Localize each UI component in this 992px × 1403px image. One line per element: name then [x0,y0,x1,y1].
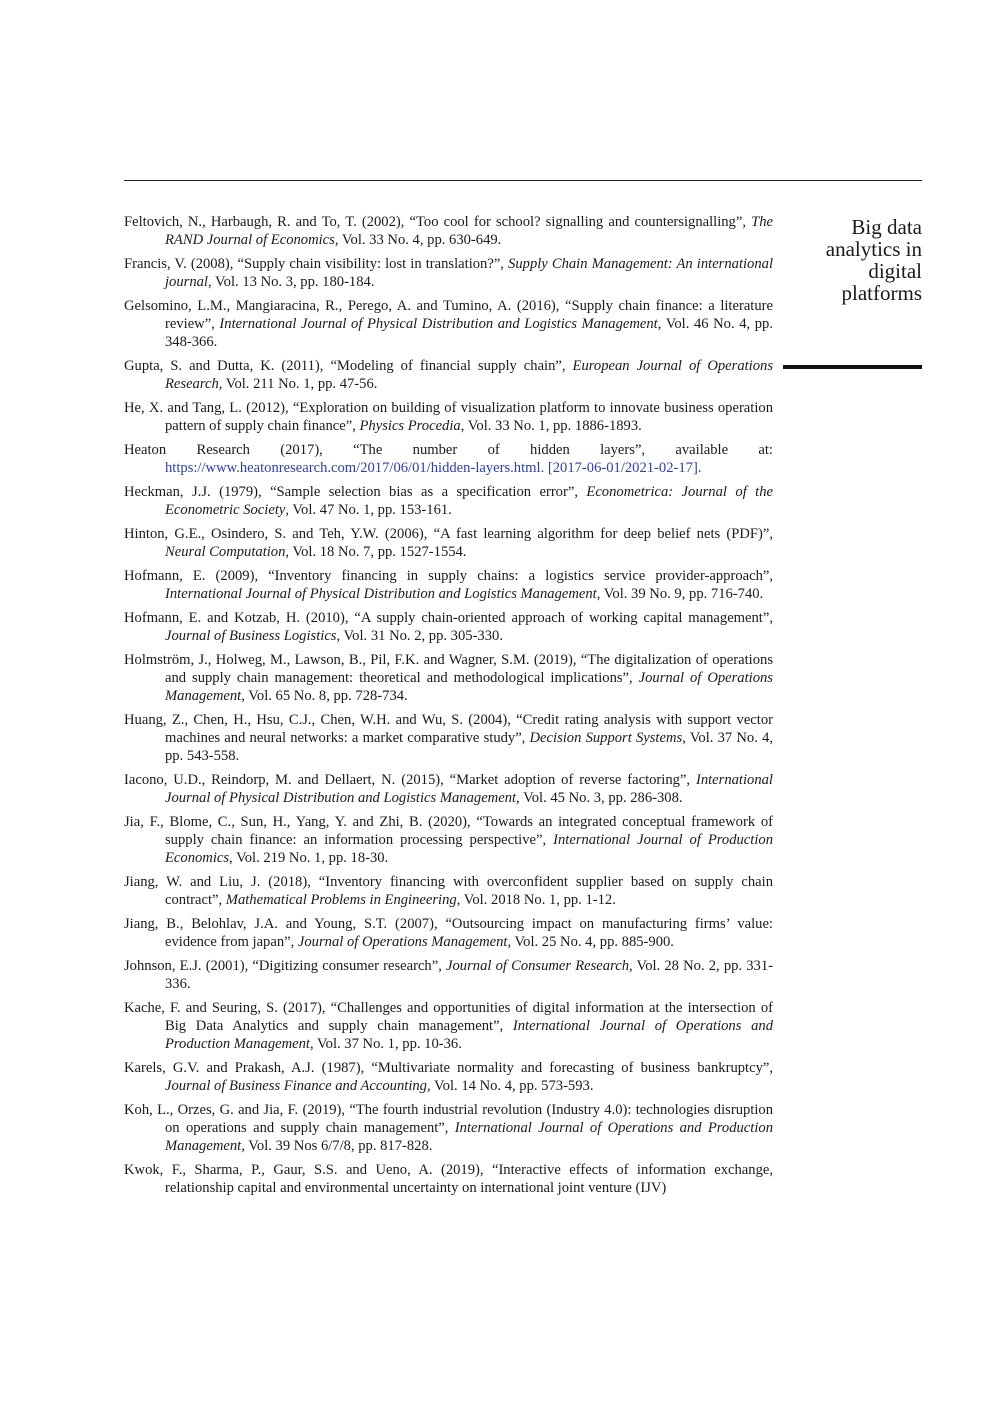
reference-text: , Vol. 2018 No. 1, pp. 1-12. [456,892,616,908]
reference-text: , Vol. 13 No. 3, pp. 180-184. [207,274,375,290]
reference-text: , Vol. 18 No. 7, pp. 1527-1554. [285,544,467,560]
reference-text: Huang, Z., Chen, H., Hsu, C.J., Chen, W.H. and Wu, S. (2004), “Credit rating analysis with support vector machines and neural networks: a market comparative study”, [124,712,773,746]
reference-source-title: Supply Chain Management: An international journal [165,256,774,290]
reference-entry [124,873,773,909]
reference-entry [124,609,773,645]
reference-entry [124,813,773,867]
reference-source-title: Journal of Business Finance and Accounting [165,1078,427,1094]
reference-source-title: The RAND Journal of Economics [165,214,773,248]
reference-entry [124,999,773,1053]
reference-entry [124,357,773,393]
reference-text: Francis, V. (2008), “Supply chain visibility: lost in translation?”, [124,256,509,272]
top-rule [124,180,922,181]
reference-source-title: Journal of Operations Management [165,670,773,704]
reference-text: Jiang, W. and Liu, J. (2018), “Inventory financing with overconfident supplier based on supply chain contract”, [124,874,773,908]
reference-text: Koh, L., Orzes, G. and Jia, F. (2019), “The fourth industrial revolution (Industry 4.0): technologies disruption on operations and supply chain management”, [124,1102,773,1136]
reference-text: He, X. and Tang, L. (2012), “Exploration on building of visualization platform to innovate business operation pattern of supply chain finance”, [124,400,773,434]
reference-source-title: Journal of Business Logistics [165,628,337,644]
reference-entry [124,1101,773,1155]
reference-source-title: International Journal of Physical Distribution and Logistics Management [165,772,773,806]
reference-text: , Vol. 28 No. 2, pp. 331-336. [165,958,773,992]
reference-text: , Vol. 37 No. 4, pp. 543-558. [165,730,773,764]
reference-text: Hofmann, E. (2009), “Inventory financing in supply chains: a logistics service provider-approach”, [124,568,773,584]
reference-text: Heckman, J.J. (1979), “Sample selection bias as a specification error”, [124,484,587,500]
reference-text: , Vol. 46 No. 4, pp. 348-366. [165,316,773,350]
reference-text: , Vol. 33 No. 1, pp. 1886-1893. [460,418,642,434]
reference-source-title: Journal of Consumer Research [446,958,629,974]
reference-entry [124,525,773,561]
reference-text: , Vol. 211 No. 1, pp. 47-56. [218,376,378,392]
reference-entry [124,711,773,765]
running-head-line: Big data [851,215,922,239]
reference-text: , Vol. 65 No. 8, pp. 728-734. [241,688,408,704]
reference-text: Johnson, E.J. (2001), “Digitizing consumer research”, [124,958,447,974]
reference-text: Hofmann, E. and Kotzab, H. (2010), “A supply chain-oriented approach of working capital management”, [124,610,773,626]
reference-source-title: European Journal of Operations Research [165,358,773,392]
reference-entry [124,483,773,519]
reference-text: Gelsomino, L.M., Mangiaracina, R., Perego, A. and Tumino, A. (2016), “Supply chain finance: a literature review”, [124,298,773,332]
reference-text: Kache, F. and Seuring, S. (2017), “Challenges and opportunities of digital information at the intersection of Big Data Analytics and supply chain management”, [124,1000,773,1034]
reference-source-title: International Journal of Operations and Production Management [165,1018,773,1052]
reference-text: Feltovich, N., Harbaugh, R. and To, T. (2002), “Too cool for school? signalling and countersignalling”, [124,214,752,230]
reference-entry [124,1059,773,1095]
reference-entry [124,441,773,477]
side-rule [783,365,922,369]
reference-entry [124,567,773,603]
reference-entry [124,297,773,351]
reference-entry [124,771,773,807]
reference-text: , Vol. 47 No. 1, pp. 153-161. [285,502,452,518]
reference-text: Kwok, F., Sharma, P., Gaur, S.S. and Ueno, A. (2019), “Interactive effects of information exchange, relationship capital and environmental uncertainty on international joint venture (IJV) [124,1162,773,1196]
running-head-line: analytics in [825,237,922,261]
reference-source-title: Neural Computation [165,544,286,560]
reference-source-title: Physics Procedia [359,418,461,434]
reference-entry [124,957,773,993]
reference-entry [124,255,773,291]
reference-text: , Vol. 45 No. 3, pp. 286-308. [516,790,683,806]
reference-source-title: Mathematical Problems in Engineering [225,892,457,908]
reference-text: , Vol. 39 No. 9, pp. 716-740. [596,586,764,602]
reference-source-title: International Journal of Production Economics [165,832,773,866]
reference-link[interactable]: https://www.heatonresearch.com/2017/06/01/hidden-layers.html. [2017-06-01/2021-02-17]. [165,460,702,476]
running-head-line: platforms [841,281,922,305]
reference-entry [124,915,773,951]
reference-text: Karels, G.V. and Prakash, A.J. (1987), “Multivariate normality and forecasting of business bankruptcy”, [124,1060,773,1076]
running-head-line: digital [868,259,922,283]
reference-text: , Vol. 25 No. 4, pp. 885-900. [507,934,674,950]
reference-source-title: Journal of Operations Management [297,934,508,950]
reference-text: , Vol. 219 No. 1, pp. 18-30. [229,850,389,866]
reference-entry [124,213,773,249]
reference-source-title: International Journal of Physical Distribution and Logistics Management [165,586,597,602]
reference-entry [124,399,773,435]
reference-source-title: International Journal of Operations and Production Management [165,1120,773,1154]
reference-source-title: Econometrica: Journal of the Econometric Society [165,484,774,518]
reference-text: Holmström, J., Holweg, M., Lawson, B., Pil, F.K. and Wagner, S.M. (2019), “The digitalization of operations and supply chain management: theoretical and methodological implications”, [124,652,773,686]
reference-text: , Vol. 31 No. 2, pp. 305-330. [336,628,503,644]
reference-source-title: International Journal of Physical Distribution and Logistics Management [219,316,658,332]
reference-entry [124,1161,773,1197]
reference-entry [124,651,773,705]
reference-text: Jiang, B., Belohlav, J.A. and Young, S.T. (2007), “Outsourcing impact on manufacturing firms’ value: evidence from japan”, [124,916,773,950]
reference-text: , Vol. 14 No. 4, pp. 573-593. [426,1078,594,1094]
reference-text: Heaton Research (2017), “The number of hidden layers”, available at: [124,442,773,458]
reference-text: Gupta, S. and Dutta, K. (2011), “Modeling of financial supply chain”, [124,358,573,374]
reference-source-title: Decision Support Systems [529,730,683,746]
reference-text: Iacono, U.D., Reindorp, M. and Dellaert, N. (2015), “Market adoption of reverse factoring”, [124,772,696,788]
reference-list [124,213,773,1203]
running-head [790,216,922,304]
reference-text: Hinton, G.E., Osindero, S. and Teh, Y.W. (2006), “A fast learning algorithm for deep belief nets (PDF)”, [124,526,773,542]
reference-text: Jia, F., Blome, C., Sun, H., Yang, Y. and Zhi, B. (2020), “Towards an integrated conceptual framework of supply chain finance: an information processing perspective”, [124,814,773,848]
reference-text: , Vol. 33 No. 4, pp. 630-649. [334,232,502,248]
reference-text: , Vol. 37 No. 1, pp. 10-36. [309,1036,462,1052]
reference-text: , Vol. 39 Nos 6/7/8, pp. 817-828. [241,1138,433,1154]
